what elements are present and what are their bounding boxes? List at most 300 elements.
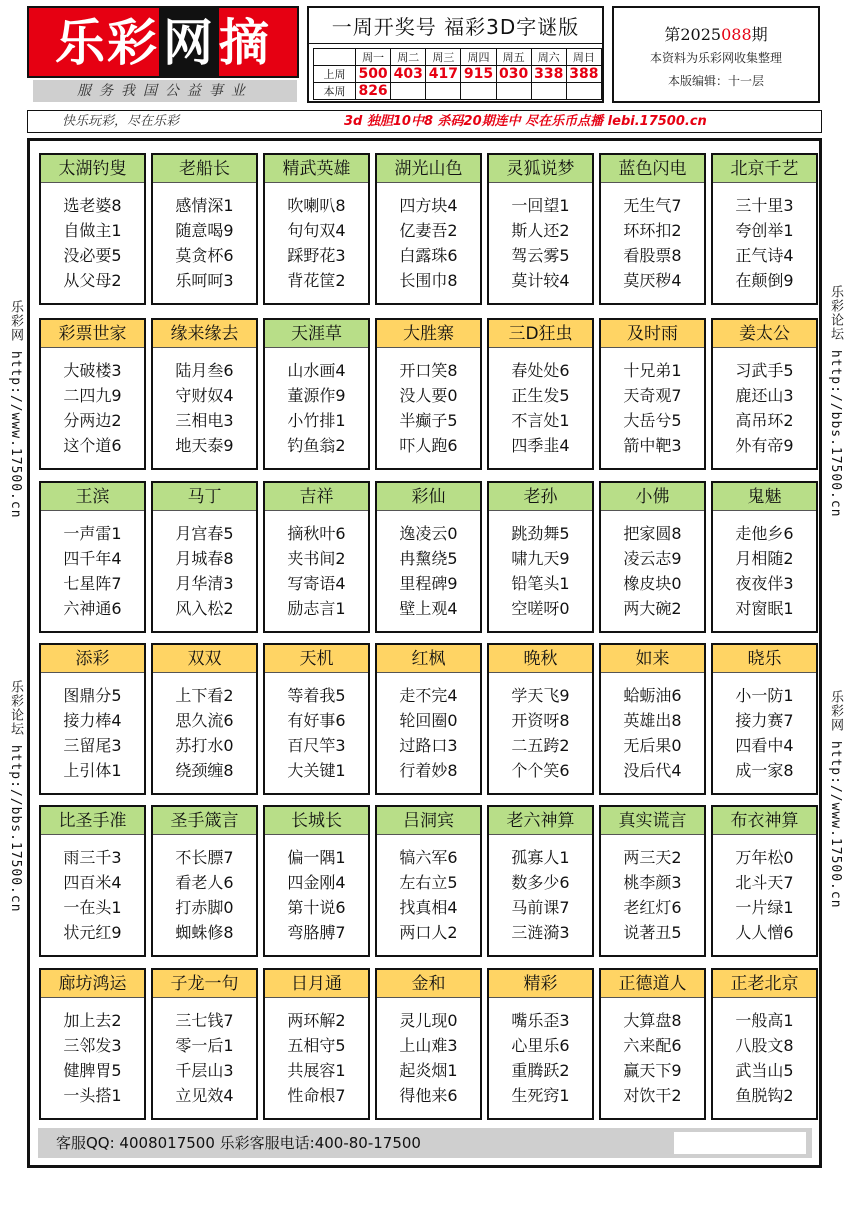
puzzle-line: 高吊环2 bbox=[735, 411, 794, 430]
puzzle-line: 励志言1 bbox=[287, 599, 346, 618]
puzzle-line: 壁上观4 bbox=[399, 599, 458, 618]
puzzle-cell-author: 红枫 bbox=[377, 645, 480, 673]
puzzle-cell bbox=[39, 318, 146, 470]
puzzle-cell-lines bbox=[377, 358, 480, 458]
puzzle-line: 苏打水0 bbox=[175, 736, 234, 755]
puzzle-line: 学天飞9 bbox=[511, 686, 570, 705]
draw-number: 338 bbox=[531, 66, 566, 83]
puzzle-cell-author: 马丁 bbox=[153, 483, 256, 511]
puzzle-grid bbox=[39, 153, 814, 1126]
puzzle-line: 万年松0 bbox=[735, 848, 794, 867]
puzzle-line: 看股票8 bbox=[623, 246, 682, 265]
logo-text-a: 乐彩 bbox=[55, 14, 159, 72]
puzzle-cell-lines bbox=[265, 358, 368, 458]
puzzle-cell bbox=[375, 643, 482, 795]
puzzle-line: 亿妻吾2 bbox=[399, 221, 458, 240]
puzzle-line: 找真相4 bbox=[399, 898, 458, 917]
puzzle-cell-lines bbox=[713, 1008, 816, 1108]
puzzle-line: 立见效4 bbox=[175, 1086, 234, 1105]
puzzle-line: 赢天下9 bbox=[623, 1061, 682, 1080]
puzzle-cell bbox=[263, 153, 370, 305]
puzzle-line: 月宫春5 bbox=[175, 524, 234, 543]
issue-year: 2025 bbox=[680, 25, 722, 44]
puzzle-cell bbox=[711, 153, 818, 305]
puzzle-line: 吹喇叭8 bbox=[287, 196, 346, 215]
puzzle-cell bbox=[375, 318, 482, 470]
puzzle-cell-lines bbox=[713, 521, 816, 621]
puzzle-cell bbox=[487, 968, 594, 1120]
puzzle-cell bbox=[599, 643, 706, 795]
puzzle-cell bbox=[599, 968, 706, 1120]
puzzle-line: 武当山5 bbox=[735, 1061, 794, 1080]
puzzle-cell bbox=[711, 805, 818, 957]
puzzle-line: 两大碗2 bbox=[623, 599, 682, 618]
puzzle-cell-author: 子龙一句 bbox=[153, 970, 256, 998]
puzzle-cell-author: 金和 bbox=[377, 970, 480, 998]
day-header: 周六 bbox=[531, 49, 566, 66]
puzzle-line: 莫贪杯6 bbox=[175, 246, 234, 265]
puzzle-line: 鱼脱钩2 bbox=[735, 1086, 794, 1105]
puzzle-line: 蜘蛛修8 bbox=[175, 923, 234, 942]
puzzle-line: 两环解2 bbox=[287, 1011, 346, 1030]
puzzle-line: 七星阵7 bbox=[63, 574, 122, 593]
puzzle-cell-lines bbox=[377, 521, 480, 621]
puzzle-cell-author: 如来 bbox=[601, 645, 704, 673]
puzzle-line: 莫计较4 bbox=[511, 271, 570, 290]
draw-number: 500 bbox=[356, 66, 391, 83]
puzzle-cell-author: 太湖钓叟 bbox=[41, 155, 144, 183]
puzzle-cell bbox=[151, 153, 258, 305]
puzzle-line: 随意喝9 bbox=[175, 221, 234, 240]
puzzle-line: 一般高1 bbox=[735, 1011, 794, 1030]
draw-number bbox=[566, 83, 601, 100]
puzzle-line: 大破楼3 bbox=[63, 361, 122, 380]
puzzle-cell bbox=[487, 481, 594, 633]
puzzle-cell bbox=[375, 481, 482, 633]
puzzle-line: 长围巾8 bbox=[399, 271, 458, 290]
draw-number: 826 bbox=[356, 83, 391, 100]
this-week-row bbox=[314, 83, 602, 100]
puzzle-line: 摘秋叶6 bbox=[287, 524, 346, 543]
puzzle-line: 外有帝9 bbox=[735, 436, 794, 455]
puzzle-cell-lines bbox=[41, 521, 144, 621]
draw-number bbox=[531, 83, 566, 100]
puzzle-cell-lines bbox=[153, 521, 256, 621]
footer-bar bbox=[38, 1128, 812, 1158]
puzzle-line: 四千年4 bbox=[63, 549, 122, 568]
puzzle-line: 图鼎分5 bbox=[63, 686, 122, 705]
puzzle-line: 犒六军6 bbox=[399, 848, 458, 867]
puzzle-cell-lines bbox=[41, 845, 144, 945]
puzzle-line: 小一防1 bbox=[735, 686, 794, 705]
puzzle-line: 陆月叁6 bbox=[175, 361, 234, 380]
puzzle-cell-lines bbox=[41, 193, 144, 293]
puzzle-cell-lines bbox=[153, 358, 256, 458]
puzzle-line: 对窗眠1 bbox=[735, 599, 794, 618]
puzzle-line: 上山难3 bbox=[399, 1036, 458, 1055]
side-label-right-top: 乐彩论坛 http://bbs.17500.cn bbox=[828, 285, 843, 518]
puzzle-line: 雨三千3 bbox=[63, 848, 122, 867]
puzzle-cell-lines bbox=[377, 1008, 480, 1108]
puzzle-line: 三留尾3 bbox=[63, 736, 122, 755]
puzzle-line: 鹿还山3 bbox=[735, 386, 794, 405]
puzzle-line: 行着妙8 bbox=[399, 761, 458, 780]
puzzle-line: 六来配6 bbox=[623, 1036, 682, 1055]
puzzle-cell bbox=[263, 481, 370, 633]
issue-prefix: 第 bbox=[664, 25, 681, 44]
puzzle-line: 三涟漪3 bbox=[511, 923, 570, 942]
puzzle-line: 健脾胃5 bbox=[63, 1061, 122, 1080]
puzzle-cell-author: 日月通 bbox=[265, 970, 368, 998]
puzzle-line: 没后代4 bbox=[623, 761, 682, 780]
puzzle-line: 在颠倒9 bbox=[735, 271, 794, 290]
puzzle-line: 正气诗4 bbox=[735, 246, 794, 265]
puzzle-line: 过路口3 bbox=[399, 736, 458, 755]
puzzle-cell-author: 布衣神算 bbox=[713, 807, 816, 835]
puzzle-cell bbox=[375, 805, 482, 957]
puzzle-cell-lines bbox=[265, 521, 368, 621]
puzzle-cell-author: 廊坊鸿运 bbox=[41, 970, 144, 998]
puzzle-line: 数多少6 bbox=[511, 873, 570, 892]
footer-blank-box bbox=[674, 1132, 806, 1154]
puzzle-cell bbox=[39, 153, 146, 305]
puzzle-line: 夜夜伴3 bbox=[735, 574, 794, 593]
puzzle-cell bbox=[263, 318, 370, 470]
puzzle-line: 踩野花3 bbox=[287, 246, 346, 265]
puzzle-line: 得他来6 bbox=[399, 1086, 458, 1105]
puzzle-line: 马前课7 bbox=[511, 898, 570, 917]
puzzle-frame bbox=[27, 138, 822, 1168]
puzzle-cell-author: 北京千艺 bbox=[713, 155, 816, 183]
puzzle-cell-author: 晚秋 bbox=[489, 645, 592, 673]
side-label-left-bottom: 乐彩论坛 http://bbs.17500.cn bbox=[8, 680, 23, 913]
puzzle-cell bbox=[375, 153, 482, 305]
puzzle-cell bbox=[39, 968, 146, 1120]
puzzle-line: 大关键1 bbox=[287, 761, 346, 780]
ticker-promo-link[interactable]: 3d 独胆10中8 杀码20期连中 尽在乐币点播 lebi.17500.cn bbox=[344, 114, 707, 129]
puzzle-line: 斯人还2 bbox=[511, 221, 570, 240]
puzzle-cell-lines bbox=[713, 683, 816, 783]
puzzle-cell-lines bbox=[601, 683, 704, 783]
puzzle-line: 上引体1 bbox=[63, 761, 122, 780]
source-note: 本资料为乐彩网收集整理 bbox=[649, 51, 782, 65]
editor-note: 本版编辑：十一层 bbox=[667, 74, 764, 88]
puzzle-cell-author: 老船长 bbox=[153, 155, 256, 183]
puzzle-cell-author: 正老北京 bbox=[713, 970, 816, 998]
puzzle-line: 乐呵呵3 bbox=[175, 271, 234, 290]
puzzle-line: 英雄出8 bbox=[623, 711, 682, 730]
puzzle-line: 等着我5 bbox=[287, 686, 346, 705]
puzzle-line: 里程碑9 bbox=[399, 574, 458, 593]
puzzle-cell-author: 三D狂虫 bbox=[489, 320, 592, 348]
puzzle-line: 习武手5 bbox=[735, 361, 794, 380]
draw-number: 417 bbox=[426, 66, 461, 83]
puzzle-cell-author: 精武英雄 bbox=[265, 155, 368, 183]
puzzle-cell bbox=[599, 153, 706, 305]
puzzle-line: 夹书间2 bbox=[287, 549, 346, 568]
puzzle-line: 句句双4 bbox=[287, 221, 346, 240]
puzzle-line: 这个道6 bbox=[63, 436, 122, 455]
puzzle-cell bbox=[487, 318, 594, 470]
puzzle-line: 无生气7 bbox=[623, 196, 682, 215]
puzzle-cell bbox=[151, 481, 258, 633]
puzzle-cell-lines bbox=[489, 845, 592, 945]
puzzle-line: 三十里3 bbox=[735, 196, 794, 215]
puzzle-cell bbox=[599, 805, 706, 957]
puzzle-line: 四季韭4 bbox=[511, 436, 570, 455]
puzzle-line: 成一家8 bbox=[735, 761, 794, 780]
puzzle-cell-lines bbox=[41, 683, 144, 783]
puzzle-line: 把家圆8 bbox=[623, 524, 682, 543]
puzzle-line: 风入松2 bbox=[175, 599, 234, 618]
puzzle-cell-author: 湖光山色 bbox=[377, 155, 480, 183]
puzzle-cell bbox=[599, 481, 706, 633]
day-header: 周三 bbox=[426, 49, 461, 66]
puzzle-line: 分两边2 bbox=[63, 411, 122, 430]
puzzle-cell-author: 天涯草 bbox=[265, 320, 368, 348]
puzzle-cell-lines bbox=[713, 193, 816, 293]
puzzle-line: 守财奴4 bbox=[175, 386, 234, 405]
puzzle-cell bbox=[711, 643, 818, 795]
puzzle-cell bbox=[263, 968, 370, 1120]
puzzle-cell-author: 灵狐说梦 bbox=[489, 155, 592, 183]
puzzle-cell-author: 添彩 bbox=[41, 645, 144, 673]
puzzle-line: 一头搭1 bbox=[63, 1086, 122, 1105]
puzzle-line: 箭中靶3 bbox=[623, 436, 682, 455]
draw-number bbox=[391, 83, 426, 100]
side-label-left-top: 乐彩网 http://www.17500.cn bbox=[8, 300, 23, 519]
puzzle-cell-author: 吉祥 bbox=[265, 483, 368, 511]
puzzle-line: 小竹排1 bbox=[287, 411, 346, 430]
puzzle-line: 半癫子5 bbox=[399, 411, 458, 430]
puzzle-cell-lines bbox=[489, 358, 592, 458]
puzzle-cell bbox=[39, 643, 146, 795]
puzzle-cell-author: 老六神算 bbox=[489, 807, 592, 835]
puzzle-line: 月相随2 bbox=[735, 549, 794, 568]
puzzle-line: 一回望1 bbox=[511, 196, 570, 215]
puzzle-cell-author: 缘来缘去 bbox=[153, 320, 256, 348]
puzzle-line: 说著丑5 bbox=[623, 923, 682, 942]
puzzle-cell-lines bbox=[601, 845, 704, 945]
puzzle-line: 月华清3 bbox=[175, 574, 234, 593]
puzzle-line: 逸凌云0 bbox=[399, 524, 458, 543]
puzzle-cell-author: 彩仙 bbox=[377, 483, 480, 511]
puzzle-cell bbox=[263, 643, 370, 795]
puzzle-line: 地天泰9 bbox=[175, 436, 234, 455]
puzzle-line: 有好事6 bbox=[287, 711, 346, 730]
puzzle-line: 第十说6 bbox=[287, 898, 346, 917]
puzzle-line: 三七钱7 bbox=[175, 1011, 234, 1030]
puzzle-line: 大算盘8 bbox=[623, 1011, 682, 1030]
puzzle-cell-author: 正德道人 bbox=[601, 970, 704, 998]
puzzle-line: 从父母2 bbox=[63, 271, 122, 290]
puzzle-line: 人人憎6 bbox=[735, 923, 794, 942]
puzzle-line: 背花筐2 bbox=[287, 271, 346, 290]
draw-number: 388 bbox=[566, 66, 601, 83]
puzzle-cell-lines bbox=[153, 193, 256, 293]
puzzle-line: 起炎烟1 bbox=[399, 1061, 458, 1080]
puzzle-line: 正生发5 bbox=[511, 386, 570, 405]
puzzle-cell bbox=[151, 643, 258, 795]
puzzle-line: 一片绿1 bbox=[735, 898, 794, 917]
puzzle-line: 一在头1 bbox=[63, 898, 122, 917]
puzzle-cell-lines bbox=[41, 1008, 144, 1108]
draw-number: 403 bbox=[391, 66, 426, 83]
puzzle-line: 无后果0 bbox=[623, 736, 682, 755]
puzzle-line: 写寄语4 bbox=[287, 574, 346, 593]
puzzle-line: 冉黧绕5 bbox=[399, 549, 458, 568]
puzzle-line: 橡皮块0 bbox=[623, 574, 682, 593]
puzzle-line: 吓人跑6 bbox=[399, 436, 458, 455]
draw-number: 915 bbox=[461, 66, 496, 83]
puzzle-line: 四方块4 bbox=[399, 196, 458, 215]
puzzle-line: 四百米4 bbox=[63, 873, 122, 892]
logo-text-b: 网 bbox=[159, 8, 219, 78]
puzzle-cell-lines bbox=[489, 521, 592, 621]
puzzle-line: 四金刚4 bbox=[287, 873, 346, 892]
draw-table-header bbox=[314, 49, 602, 66]
puzzle-cell-lines bbox=[489, 1008, 592, 1108]
puzzle-line: 开资呀8 bbox=[511, 711, 570, 730]
puzzle-line: 四看中4 bbox=[735, 736, 794, 755]
puzzle-line: 三相电3 bbox=[175, 411, 234, 430]
puzzle-line: 月城春8 bbox=[175, 549, 234, 568]
puzzle-cell-lines bbox=[713, 845, 816, 945]
puzzle-cell-lines bbox=[153, 683, 256, 783]
puzzle-line: 桃李颜3 bbox=[623, 873, 682, 892]
puzzle-line: 开口笑8 bbox=[399, 361, 458, 380]
puzzle-line: 心里乐6 bbox=[511, 1036, 570, 1055]
puzzle-line: 不言处1 bbox=[511, 411, 570, 430]
draw-number: 030 bbox=[496, 66, 531, 83]
puzzle-cell-author: 精彩 bbox=[489, 970, 592, 998]
issue-suffix: 期 bbox=[751, 25, 768, 44]
puzzle-line: 蛤蛎油6 bbox=[623, 686, 682, 705]
draw-results-box bbox=[307, 6, 604, 103]
puzzle-cell-lines bbox=[377, 193, 480, 293]
puzzle-cell bbox=[487, 643, 594, 795]
puzzle-line: 看老人6 bbox=[175, 873, 234, 892]
puzzle-cell-lines bbox=[377, 683, 480, 783]
puzzle-line: 零一后1 bbox=[175, 1036, 234, 1055]
puzzle-line: 凌云志9 bbox=[623, 549, 682, 568]
puzzle-cell-author: 晓乐 bbox=[713, 645, 816, 673]
puzzle-cell-author: 老孙 bbox=[489, 483, 592, 511]
puzzle-cell bbox=[151, 318, 258, 470]
puzzle-cell-author: 及时雨 bbox=[601, 320, 704, 348]
puzzle-line: 左右立5 bbox=[399, 873, 458, 892]
puzzle-line: 跳劲舞5 bbox=[511, 524, 570, 543]
puzzle-line: 嘴乐歪3 bbox=[511, 1011, 570, 1030]
puzzle-cell bbox=[711, 318, 818, 470]
puzzle-line: 状元红9 bbox=[63, 923, 122, 942]
puzzle-cell-author: 圣手箴言 bbox=[153, 807, 256, 835]
puzzle-cell-lines bbox=[153, 845, 256, 945]
side-label-right-bottom: 乐彩网 http://www.17500.cn bbox=[828, 690, 843, 909]
puzzle-line: 三邻发3 bbox=[63, 1036, 122, 1055]
puzzle-line: 天奇观7 bbox=[623, 386, 682, 405]
puzzle-cell-author: 鬼魅 bbox=[713, 483, 816, 511]
day-header: 周二 bbox=[391, 49, 426, 66]
puzzle-cell bbox=[151, 968, 258, 1120]
puzzle-cell-lines bbox=[601, 1008, 704, 1108]
puzzle-cell-lines bbox=[265, 845, 368, 945]
puzzle-line: 两三天2 bbox=[623, 848, 682, 867]
footer-contact: 客服QQ: 4008017500 乐彩客服电话:400-80-17500 bbox=[56, 1134, 421, 1152]
puzzle-cell-lines bbox=[489, 683, 592, 783]
puzzle-line: 轮回圈0 bbox=[399, 711, 458, 730]
puzzle-line: 夸创举1 bbox=[735, 221, 794, 240]
puzzle-cell-lines bbox=[265, 1008, 368, 1108]
puzzle-line: 铅笔头1 bbox=[511, 574, 570, 593]
logo bbox=[27, 6, 299, 78]
slogan: 服务我国公益事业 bbox=[33, 80, 297, 102]
puzzle-line: 思久流6 bbox=[175, 711, 234, 730]
puzzle-cell-author: 双双 bbox=[153, 645, 256, 673]
puzzle-cell-lines bbox=[601, 358, 704, 458]
puzzle-cell-author: 真实谎言 bbox=[601, 807, 704, 835]
puzzle-cell bbox=[375, 968, 482, 1120]
puzzle-line: 接力赛7 bbox=[735, 711, 794, 730]
puzzle-cell-author: 小佛 bbox=[601, 483, 704, 511]
day-header: 周五 bbox=[496, 49, 531, 66]
puzzle-line: 接力棒4 bbox=[63, 711, 122, 730]
draw-number bbox=[496, 83, 531, 100]
puzzle-cell-author: 蓝色闪电 bbox=[601, 155, 704, 183]
puzzle-line: 不长膘7 bbox=[175, 848, 234, 867]
puzzle-cell-author: 天机 bbox=[265, 645, 368, 673]
logo-text-c: 摘 bbox=[219, 14, 271, 72]
puzzle-line: 偏一隅1 bbox=[287, 848, 346, 867]
puzzle-cell bbox=[151, 805, 258, 957]
puzzle-line: 走他乡6 bbox=[735, 524, 794, 543]
puzzle-line: 八股文8 bbox=[735, 1036, 794, 1055]
puzzle-cell-lines bbox=[265, 683, 368, 783]
puzzle-cell-lines bbox=[265, 193, 368, 293]
puzzle-line: 没必要5 bbox=[63, 246, 122, 265]
draw-table bbox=[313, 48, 602, 100]
day-header: 周四 bbox=[461, 49, 496, 66]
puzzle-line: 没人要0 bbox=[399, 386, 458, 405]
puzzle-line: 钓鱼翁2 bbox=[287, 436, 346, 455]
puzzle-line: 对饮干2 bbox=[623, 1086, 682, 1105]
this-week-label: 本周 bbox=[314, 83, 356, 100]
puzzle-line: 感情深1 bbox=[175, 196, 234, 215]
puzzle-line: 个个笑6 bbox=[511, 761, 570, 780]
puzzle-line: 二五跨2 bbox=[511, 736, 570, 755]
puzzle-line: 老红灯6 bbox=[623, 898, 682, 917]
puzzle-line: 啸九天9 bbox=[511, 549, 570, 568]
puzzle-cell-lines bbox=[601, 521, 704, 621]
puzzle-line: 绕颈缠8 bbox=[175, 761, 234, 780]
puzzle-cell-lines bbox=[41, 358, 144, 458]
puzzle-line: 生死窍1 bbox=[511, 1086, 570, 1105]
puzzle-line: 驾云雾5 bbox=[511, 246, 570, 265]
puzzle-line: 性命根7 bbox=[287, 1086, 346, 1105]
last-week-label: 上周 bbox=[314, 66, 356, 83]
issue-num: 088 bbox=[721, 25, 752, 44]
ticker-left: 快乐玩彩，尽在乐彩 bbox=[62, 114, 180, 129]
puzzle-cell-lines bbox=[153, 1008, 256, 1108]
puzzle-line: 二四九9 bbox=[63, 386, 122, 405]
puzzle-cell bbox=[263, 805, 370, 957]
puzzle-cell bbox=[599, 318, 706, 470]
puzzle-line: 北斗天7 bbox=[735, 873, 794, 892]
puzzle-line: 山水画4 bbox=[287, 361, 346, 380]
puzzle-line: 白露珠6 bbox=[399, 246, 458, 265]
logo-text bbox=[29, 8, 297, 76]
puzzle-line: 灵儿现0 bbox=[399, 1011, 458, 1030]
